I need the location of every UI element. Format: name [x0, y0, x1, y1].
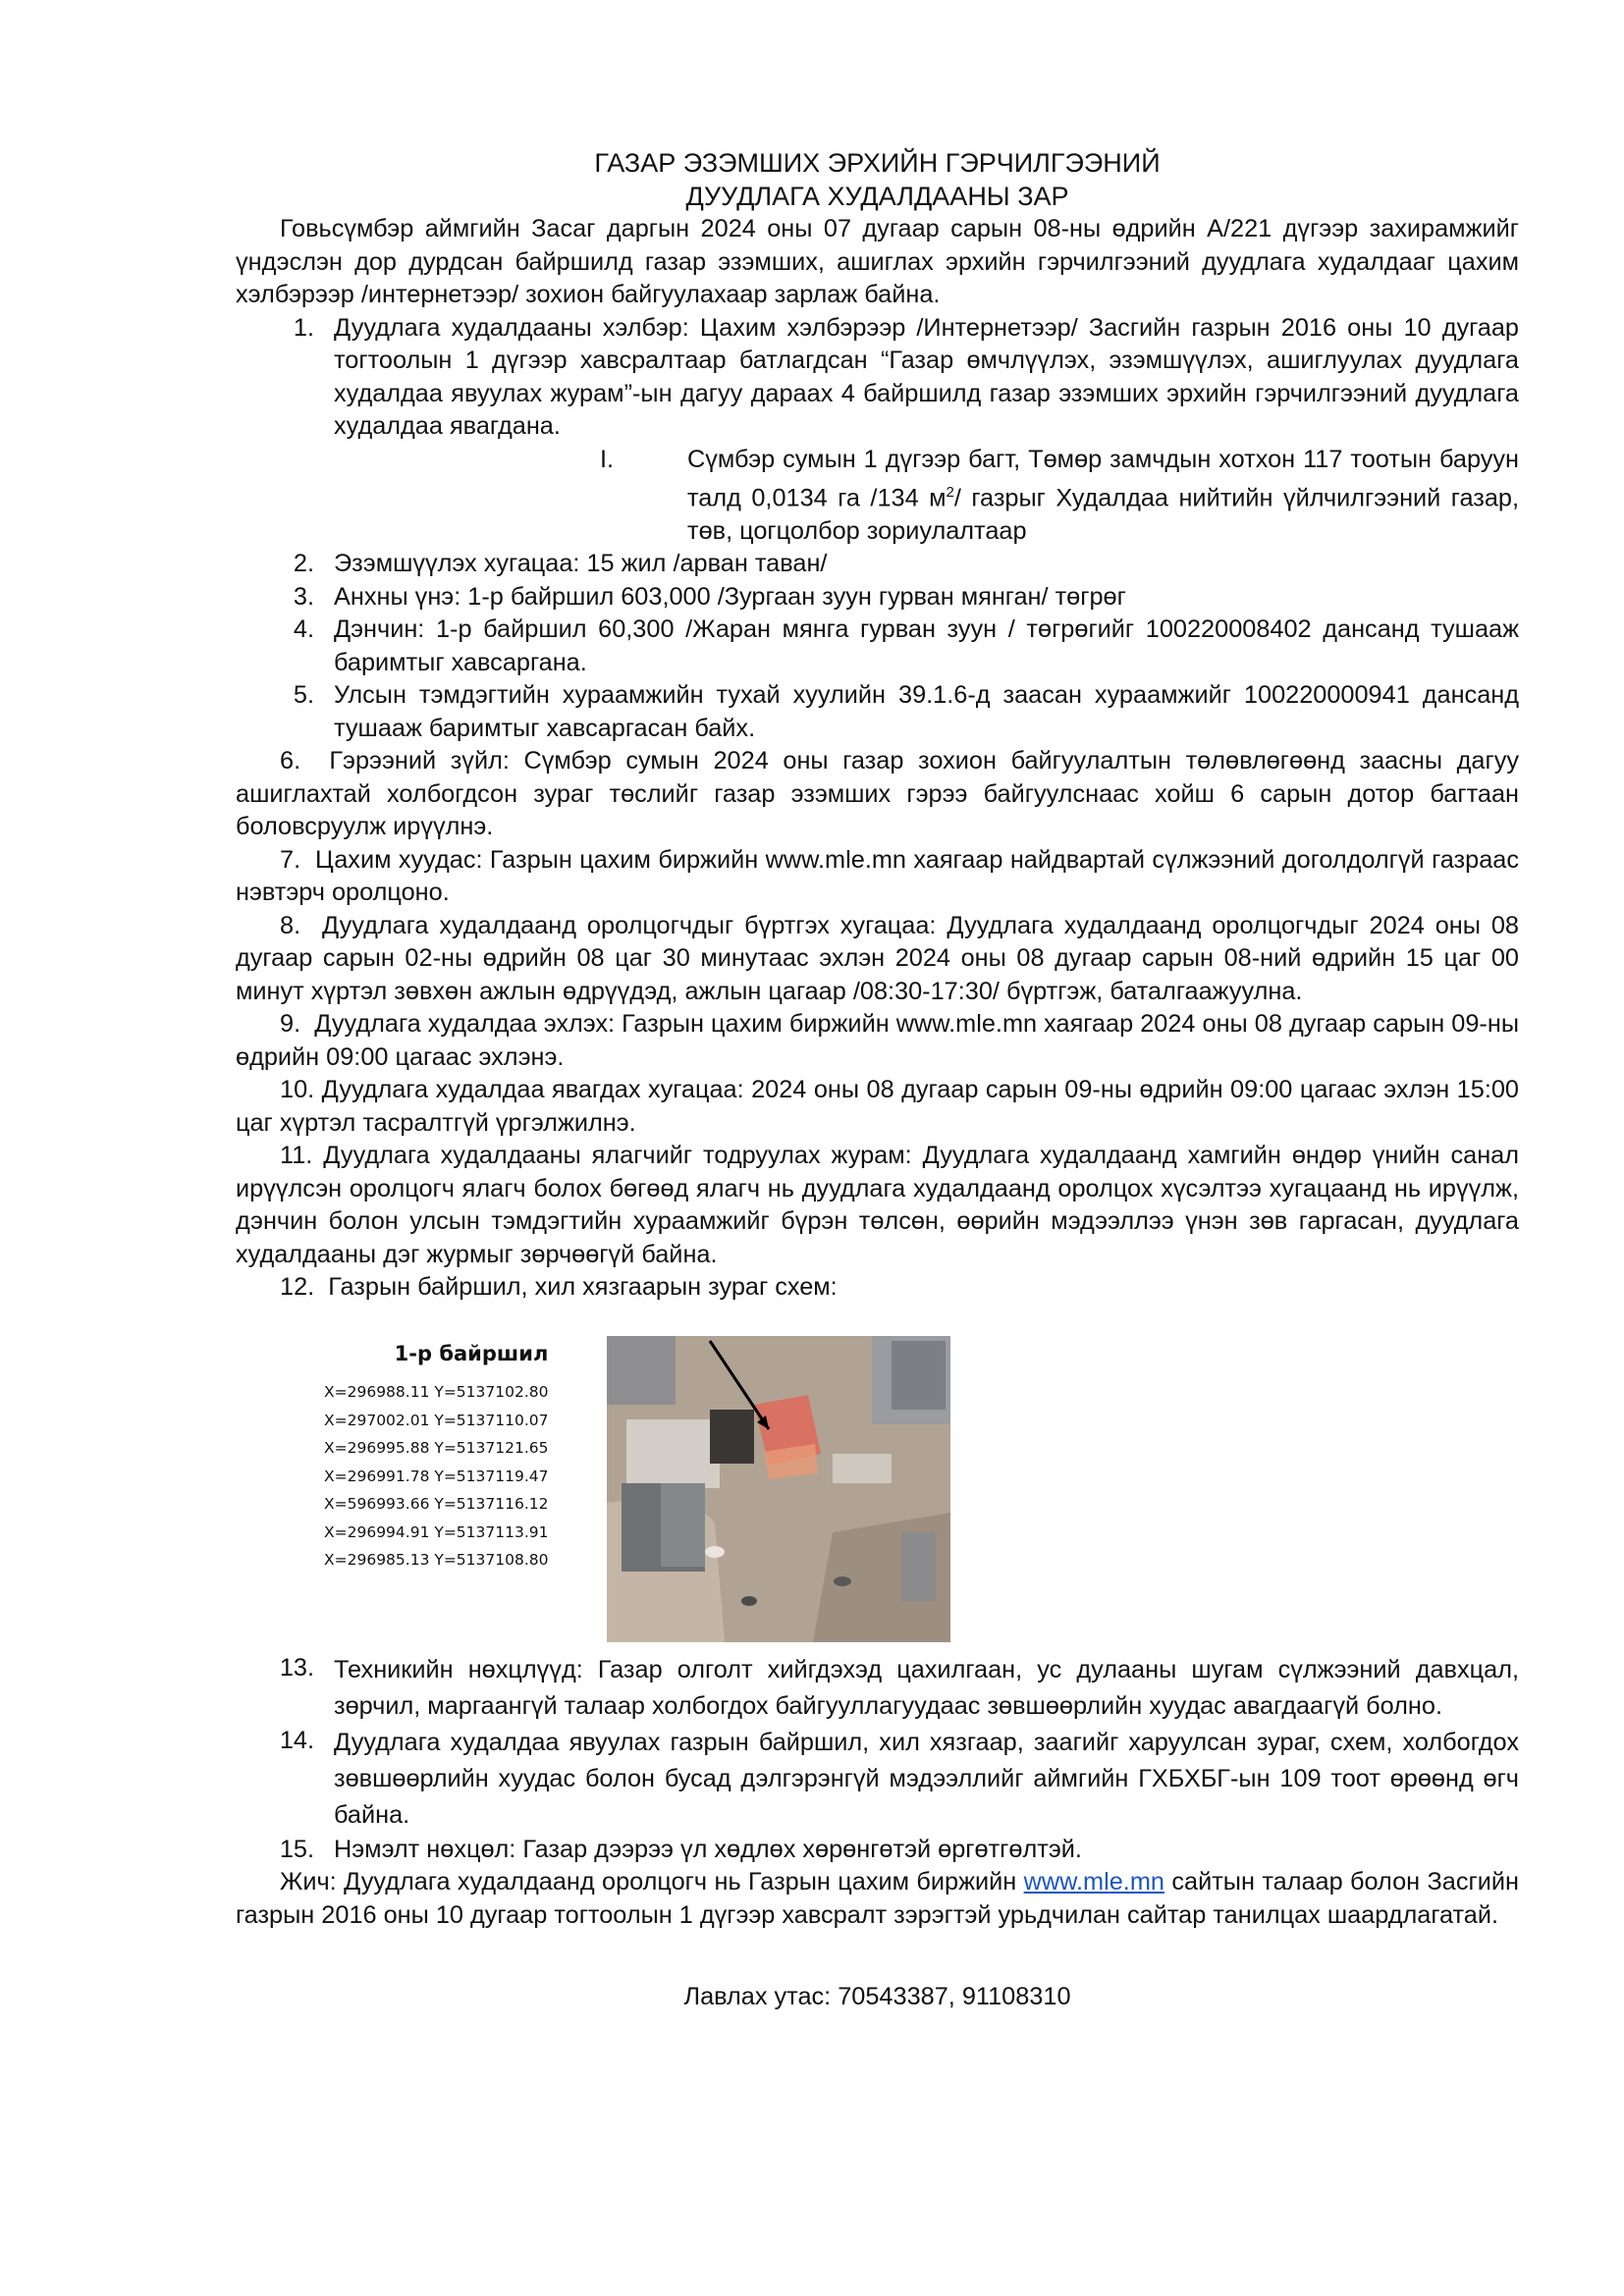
title-line-2: ДУУДЛАГА ХУДАЛДААНЫ ЗАР — [685, 181, 1069, 211]
sub-list-item-number: I. — [599, 445, 614, 473]
coordinate-row: X=296988.11 Y=5137102.80 — [324, 1383, 549, 1402]
title-line-1: ГАЗАР ЭЗЭМШИХ ЭРХИЙН ГЭРЧИЛГЭЭНИЙ — [594, 148, 1161, 178]
mle-link[interactable]: www.mle.mn — [1023, 1868, 1164, 1896]
note-text-before: Жич: Дуудлага худалдаанд оролцогч нь Газрын цахим биржийн — [280, 1868, 1024, 1896]
location-heading: 1-р байршил — [394, 1341, 549, 1365]
paragraph-9 — [236, 1008, 1519, 1074]
coordinates-table — [324, 1332, 589, 1575]
list-item-5 — [236, 679, 1519, 745]
list-item-number: 14. — [279, 1726, 314, 1754]
paragraph-number: 7. — [280, 845, 301, 874]
note-text-after: сайтын талаар болон Засгийн газрын 2016 оны 10 дугаар тогтоолын 1 дүгээр хавсралт зэрэгтэй урьдчилан сайтар танилцах шаардлагатай. — [236, 1868, 1519, 1929]
list-item-2 — [236, 548, 1519, 581]
paragraph-12 — [236, 1271, 1519, 1305]
contact-phone: Лавлах утас: 70543387, 91108310 — [683, 1983, 1071, 2011]
paragraph-text: Газрын байршил, хил хязгаарын зураг схем: — [328, 1273, 838, 1302]
paragraph-10 — [236, 1074, 1519, 1140]
list-item-text: Техникийн нөхцлүүд: Газар олголт хийгдэхэд цахилгаан, ус дулааны шугам сүлжээний давхцал, зөрчил, маргаангүй талаар холбогдох байгууллагуудаас зөвшөөрлийн хуудас авагдаагүй болно. — [334, 1655, 1519, 1720]
paragraph-6 — [236, 745, 1519, 844]
sub-item-text-part-1: Сүмбэр сумын 1 дүгээр багт, Төмөр замчдын хотхон 117 тоотын баруун талд 0,0134 га /134 м — [687, 445, 1519, 512]
list-item-text: Анхны үнэ: 1-р байршил 603,000 /Зургаан зуун гурван мянган/ төгрөг — [334, 582, 1126, 611]
list-item-text: Дуудлага худалдаа явуулах газрын байршил, хил хязгаар, заагийг харуулсан зураг, схем, холбогдох зөвшөөрлийн хуудас болон бусад дэлгэрэнгүй мэдээллийг аймгийн ГХБХБГ-ын 109 тоот өрөөнд өгч байна. — [334, 1728, 1519, 1829]
list-item-13 — [236, 1652, 1519, 1725]
list-item-14 — [236, 1725, 1519, 1834]
list-item-text: Дуудлага худалдааны хэлбэр: Цахим хэлбэрээр /Интернетээр/ Засгийн газрын 2016 оны 10 дугаар тогтоолын 1 дүгээр хавсралтаар батлагдсан “Газар өмчлүүлэх, эзэмшүүлэх, ашиглуулах дуудлага худалдаа явуулах журам”-ын дагуу дараах 4 байршилд газар эзэмших эрхийн гэрчилгээний дуудлага худалдаа явагдана. — [334, 313, 1519, 440]
coordinate-row: X=297002.01 Y=5137110.07 — [324, 1411, 549, 1429]
list-item-text: Эзэмшүүлэх хугацаа: 15 жил /арван таван/ — [334, 550, 828, 578]
list-item-number: 5. — [293, 681, 314, 710]
superscript-2: 2 — [946, 484, 954, 501]
coordinate-row: X=296994.91 Y=5137113.91 — [324, 1522, 549, 1541]
list-item-number: 2. — [293, 550, 314, 578]
paragraph-11 — [236, 1140, 1519, 1271]
document-page — [236, 147, 1519, 2014]
list-item-1 — [236, 312, 1519, 444]
list-item-number: 3. — [293, 582, 314, 611]
paragraph-text: Дуудлага худалдаанд оролцогчдыг бүртгэх хугацаа: Дуудлага худалдаанд оролцогчдыг 2024 оны 08 дугаар сарын 02-ны өдрийн 08 цаг 30 минутаас эхлэн 2024 оны 08 дугаар сарын 08-ний өдрийн 15 цаг 00 минут хүртэл зөвхөн ажлын өдрүүдэд, ажлын цагаар /08:30-17:30/ бүртгэж, баталгаажуулна. — [236, 911, 1520, 1005]
paragraph-text: Дуудлага худалдаа явагдах хугацаа: 2024 оны 08 дугаар сарын 09-ны өдрийн 09:00 цагаас эхлэн 15:00 цаг хүртэл тасралтгүй үргэлжилнэ. — [236, 1076, 1519, 1137]
paragraph-number: 8. — [280, 911, 301, 939]
paragraph-number: 12. — [280, 1273, 315, 1302]
list-item-3 — [236, 581, 1519, 614]
paragraph-number: 9. — [280, 1010, 301, 1039]
document-title — [236, 147, 1519, 213]
list-item-number: 15. — [279, 1835, 314, 1863]
coordinate-row: X=296985.13 Y=5137108.80 — [324, 1551, 549, 1570]
paragraph-7 — [236, 844, 1519, 910]
list-item-number: 4. — [293, 615, 314, 644]
coordinate-row: X=296995.88 Y=5137121.65 — [324, 1439, 549, 1458]
list-item-text: Дэнчин: 1-р байршил 60,300 /Жаран мянга гурван зуун / төгрөгийг 100220008402 дансанд тушааж баримтыг хавсаргана. — [334, 615, 1519, 676]
sub-list-item-I — [236, 444, 1519, 549]
coordinate-row: X=296991.78 Y=5137119.47 — [324, 1467, 549, 1485]
note-paragraph — [236, 1866, 1519, 1932]
paragraph-text: Дуудлага худалдааны ялагчийг тодруулах журам: Дуудлага худалдаанд хамгийн өндөр үнийн санал ирүүлсэн оролцогч ялагч болох бөгөөд ялагч нь дуудлага худалдаанд оролцох хүсэлтээ хугацаанд нь ирүүлж, дэнчин болон улсын тэмдэгтийн хураамжийг бүрэн төлсөн, өөрийн мэдээллээ үнэн зөв гаргасан, дуудлага худалдааны дэг журмыг зөрчөөгүй байна. — [236, 1142, 1519, 1268]
paragraph-8 — [236, 910, 1519, 1009]
list-item-number: 13. — [279, 1653, 314, 1682]
paragraph-text: Цахим хуудас: Газрын цахим биржийн www.mle.mn хаягаар найдвартай сүлжээний доголдолгүй газраас нэвтэрч оролцоно. — [236, 845, 1520, 907]
list-item-15 — [236, 1834, 1519, 1867]
list-item-text: Нэмэлт нөхцөл: Газар дээрээ үл хөдлөх хөрөнгөтэй өргөтгөлтэй. — [334, 1835, 1082, 1863]
coordinate-row: X=596993.66 Y=5137116.12 — [324, 1495, 549, 1514]
satellite-map-image — [607, 1336, 950, 1642]
list-item-text: Улсын тэмдэгтийн хураамжийн тухай хуулийн 39.1.6-д заасан хураамжийг 100220000941 дансанд тушааж баримтыг хавсаргасан байх. — [334, 681, 1519, 742]
intro-paragraph: Говьсүмбэр аймгийн Засаг даргын 2024 оны 07 дугаар сарын 08-ны өдрийн А/221 дүгээр захирамжийг үндэслэн дор дурдсан байршилд газар эзэмших, ашиглах эрхийн гэрчилгээний дуудлага худалдааг цахим хэлбэрээр /интернетээр/ зохион байгуулахаар зарлаж байна. — [236, 215, 1519, 308]
paragraph-number: 6. — [280, 747, 301, 775]
paragraph-number: 11. — [280, 1142, 313, 1170]
paragraph-text: Гэрээний зүйл: Сүмбэр сумын 2024 оны газар зохион байгуулалтын төлөвлөгөөнд заасны дагуу ашиглахтай холбогдсон зураг төслийг газар эзэмших гэрээ байгуулснаас хойш 6 сарын дотор багтаан боловсруулж ирүүлнэ. — [236, 747, 1519, 841]
sub-list-item-text — [623, 444, 1519, 549]
paragraph-number: 10. — [280, 1076, 315, 1104]
location-figure — [236, 1332, 1519, 1646]
list-item-4 — [236, 614, 1519, 679]
list-item-number: 1. — [293, 313, 314, 342]
sub-item-text-part-2: / газрыг Худалдаа нийтийн үйлчилгээний газар, төв, цогцолбор зориулалтаар — [687, 484, 1520, 545]
paragraph-text: Дуудлага худалдаа эхлэх: Газрын цахим биржийн www.mle.mn хаягаар 2024 оны 08 дугаар сарын 09-ны өдрийн 09:00 цагаас эхлэнэ. — [236, 1010, 1520, 1071]
